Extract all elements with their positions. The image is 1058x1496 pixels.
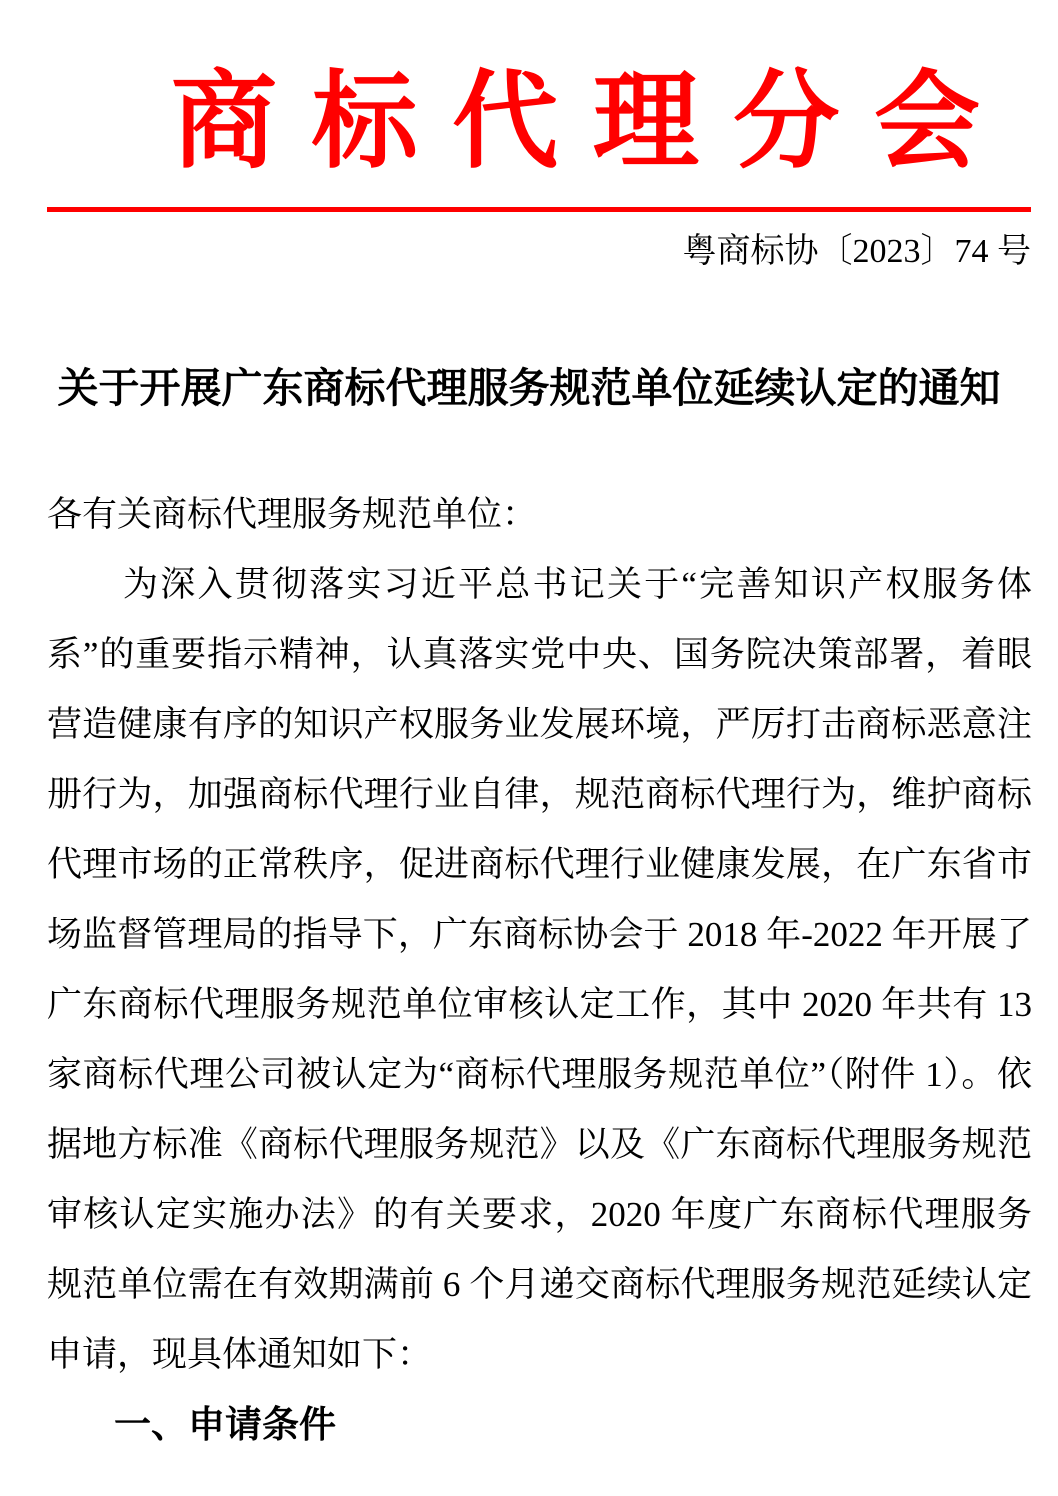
red-divider-line	[47, 207, 1031, 212]
org-title-char: 商	[171, 64, 277, 181]
document-body	[47, 480, 1032, 1460]
document-title: 关于开展广东商标代理服务规范单位延续认定的通知	[57, 365, 1001, 411]
org-title-char: 理	[592, 64, 699, 181]
org-title-char: 标	[311, 64, 418, 181]
org-title	[171, 64, 980, 183]
salutation: 各有关商标代理服务规范单位：	[47, 495, 538, 534]
org-title-char: 分	[733, 64, 840, 181]
body-paragraph: 为深入贯彻落实习近平总书记关于“完善知识产权服务体系”的重要指示精神，认真落实党中央、国务院决策部署，着眼营造健康有序的知识产权服务业发展环境，严厉打击商标恶意注册行为，加强商标代理行业自律，规范商标代理行为，维护商标代理市场的正常秩序，促进商标代理行业健康发展，在广东省市场监督管理局的指导下，广东商标协会于 2018 年-2022 年开展了广东商标代理服务规范单位审核认定工作，其中 2020 年共有 13 家商标代理公司被认定为“商标代理服务规范单位”（附件 1）。依据地方标准《商标代理服务规范》以及《广东商标代理服务规范审核认定实施办法》的有关要求，2020 年度广东商标代理服务规范单位需在有效期满前 6 个月递交商标代理服务规范延续认定申请，现具体通知如下：	[47, 565, 1032, 1374]
document-number: 粤商标协〔2023〕74 号	[682, 233, 1031, 270]
section-heading: 一、申请条件	[114, 1404, 336, 1445]
org-title-char: 代	[452, 64, 559, 181]
org-title-char: 会	[873, 64, 980, 181]
